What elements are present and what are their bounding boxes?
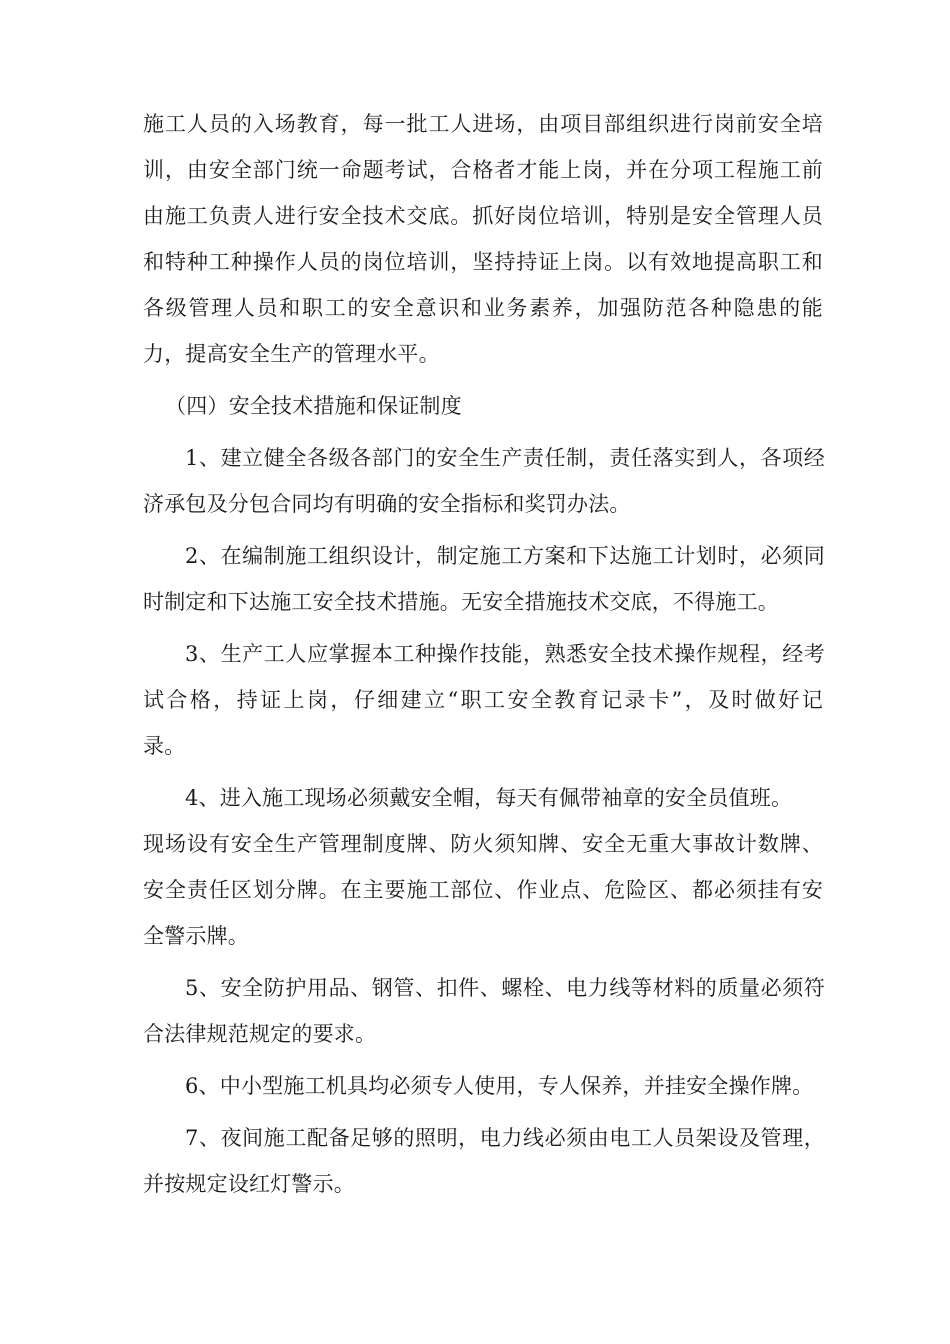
text-line: 由施工负责人进行安全技术交底。抓好岗位培训，特别是安全管理人员 bbox=[143, 204, 823, 228]
text-line: 训，由安全部门统一命题考试，合格者才能上岗，并在分项工程施工前 bbox=[143, 158, 823, 182]
list-item-1-line: 1、建立健全各级各部门的安全生产责任制，责任落实到人，各项经 bbox=[185, 446, 825, 470]
section-heading: （四）安全技术措施和保证制度 bbox=[165, 394, 462, 418]
list-item-2-line: 时制定和下达施工安全技术措施。无安全措施技术交底，不得施工。 bbox=[143, 590, 779, 614]
list-item-4-line: 4、进入施工现场必须戴安全帽，每天有佩带袖章的安全员值班。 bbox=[185, 786, 793, 810]
text-line: 各级管理人员和职工的安全意识和业务素养，加强防范各种隐患的能 bbox=[143, 296, 823, 320]
list-item-3-line: 试合格，持证上岗，仔细建立“职工安全教育记录卡”，及时做好记 bbox=[143, 688, 823, 712]
list-item-2-line: 2、在编制施工组织设计，制定施工方案和下达施工计划时，必须同 bbox=[185, 544, 825, 568]
list-item-3-line: 录。 bbox=[143, 734, 186, 758]
list-item-5-line: 合法律规范规定的要求。 bbox=[143, 1022, 377, 1046]
list-item-3-line: 3、生产工人应掌握本工种操作技能，熟悉安全技术操作规程，经考 bbox=[185, 642, 825, 666]
list-item-1-line: 济承包及分包合同均有明确的安全指标和奖罚办法。 bbox=[143, 492, 631, 516]
text-line: 力，提高安全生产的管理水平。 bbox=[143, 342, 440, 366]
list-item-7-line: 并按规定设红灯警示。 bbox=[143, 1172, 355, 1196]
list-item-4-line: 安全责任区划分牌。在主要施工部位、作业点、危险区、都必须挂有安 bbox=[143, 878, 823, 902]
list-item-6-line: 6、中小型施工机具均必须专人使用，专人保养，并挂安全操作牌。 bbox=[185, 1074, 814, 1098]
list-item-4-line: 现场设有安全生产管理制度牌、防火须知牌、安全无重大事故计数牌、 bbox=[143, 832, 823, 856]
list-item-7-line: 7、夜间施工配备足够的照明，电力线必须由电工人员架设及管理， bbox=[185, 1126, 825, 1150]
text-line: 和特种工种操作人员的岗位培训，坚持持证上岗。以有效地提高职工和 bbox=[143, 250, 823, 274]
text-line: 施工人员的入场教育，每一批工人进场，由项目部组织进行岗前安全培 bbox=[143, 112, 823, 136]
list-item-5-line: 5、安全防护用品、钢管、扣件、螺栓、电力线等材料的质量必须符 bbox=[185, 976, 825, 1000]
list-item-4-line: 全警示牌。 bbox=[143, 924, 249, 948]
